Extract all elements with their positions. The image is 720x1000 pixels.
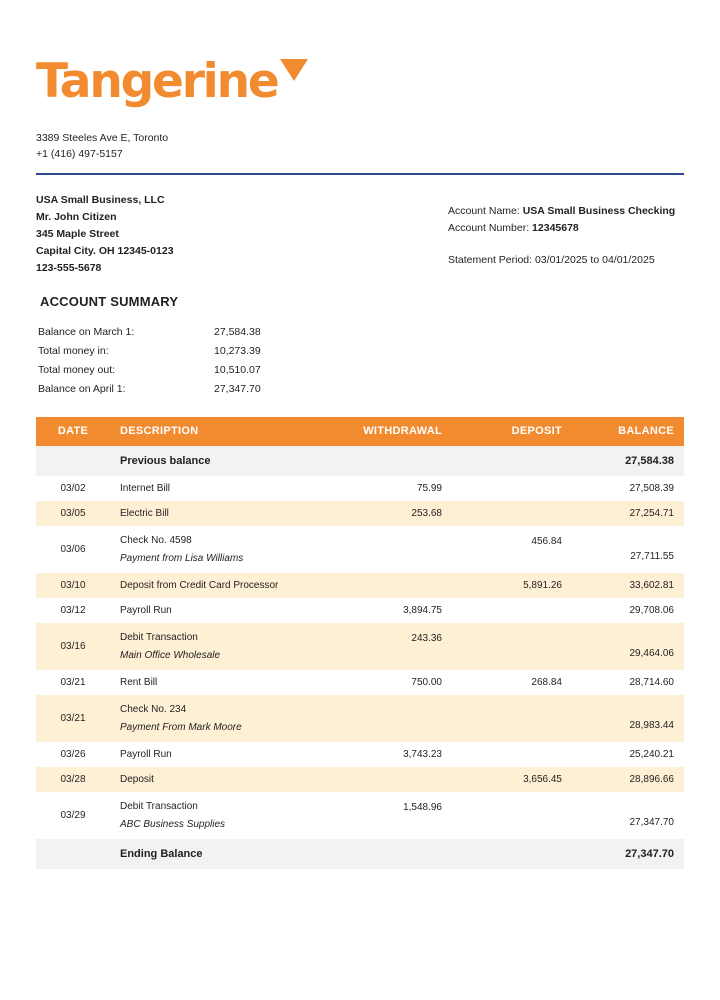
cell-date — [36, 446, 110, 476]
brand-name-text: Tangerine — [36, 54, 278, 109]
transaction-description: Payroll Run — [120, 605, 172, 616]
account-name-row — [448, 203, 675, 220]
cell-withdrawal: 1,548.96 — [314, 792, 452, 839]
cell-description — [110, 526, 314, 573]
cell-withdrawal: 3,894.75 — [314, 598, 452, 623]
summary-label: Total money in: — [38, 345, 109, 357]
account-name-label: Account Name: — [448, 205, 520, 217]
cell-withdrawal: 253.68 — [314, 501, 452, 526]
cell-balance: 27,508.39 — [572, 476, 684, 501]
transaction-description: Deposit from Credit Card Processor — [120, 580, 279, 591]
cell-deposit — [452, 839, 572, 869]
cell-date: 03/29 — [36, 792, 110, 839]
cell-description — [110, 742, 314, 767]
transaction-row — [36, 573, 684, 598]
summary-value: 27,584.38 — [214, 326, 261, 338]
summary-row — [38, 345, 261, 364]
cell-description — [110, 670, 314, 695]
previous-balance-row — [36, 446, 684, 476]
cell-description: Ending Balance — [110, 839, 314, 869]
summary-label: Total money out: — [38, 364, 116, 376]
cell-date: 03/06 — [36, 526, 110, 573]
transactions-table — [36, 417, 684, 869]
cell-deposit: 3,656.45 — [452, 767, 572, 792]
cell-date: 03/28 — [36, 767, 110, 792]
triangle-icon — [280, 59, 308, 81]
cell-balance: 28,983.44 — [572, 695, 684, 742]
cell-withdrawal — [314, 526, 452, 573]
transaction-memo: Payment From Mark Moore — [120, 722, 242, 733]
column-header-deposit: DEPOSIT — [452, 417, 572, 446]
summary-row — [38, 364, 261, 383]
cell-description — [110, 501, 314, 526]
cell-deposit — [452, 598, 572, 623]
cell-balance: 28,714.60 — [572, 670, 684, 695]
transaction-description: Rent Bill — [120, 677, 158, 688]
cell-withdrawal — [314, 573, 452, 598]
cell-date: 03/02 — [36, 476, 110, 501]
cell-deposit — [452, 476, 572, 501]
cell-balance: 33,602.81 — [572, 573, 684, 598]
cell-date — [36, 839, 110, 869]
cell-balance: 28,896.66 — [572, 767, 684, 792]
cell-deposit: 456.84 — [452, 526, 572, 573]
cell-description — [110, 623, 314, 670]
cell-withdrawal — [314, 839, 452, 869]
cell-deposit: 5,891.26 — [452, 573, 572, 598]
transaction-description: Check No. 234 — [120, 704, 187, 715]
transactions-body — [36, 446, 684, 869]
customer-line-3: 345 Maple Street — [36, 228, 119, 240]
account-number-label: Account Number: — [448, 222, 530, 234]
transaction-row — [36, 670, 684, 695]
account-number-row — [448, 220, 675, 237]
cell-description — [110, 792, 314, 839]
cell-withdrawal — [314, 446, 452, 476]
transaction-memo: Main Office Wholesale — [120, 650, 221, 661]
cell-deposit — [452, 446, 572, 476]
cell-balance: 25,240.21 — [572, 742, 684, 767]
account-summary-body — [38, 326, 261, 402]
column-header-withdrawal: WITHDRAWAL — [314, 417, 452, 446]
transaction-row — [36, 792, 684, 839]
cell-description — [110, 598, 314, 623]
column-header-date: DATE — [36, 417, 110, 446]
transaction-description: Payroll Run — [120, 749, 172, 760]
customer-line-1: USA Small Business, LLC — [36, 194, 165, 206]
summary-value: 10,510.07 — [214, 364, 261, 376]
transaction-row — [36, 598, 684, 623]
brand-logo — [36, 54, 278, 109]
account-summary-table — [38, 326, 261, 402]
cell-withdrawal: 3,743.23 — [314, 742, 452, 767]
cell-balance: 27,584.38 — [572, 446, 684, 476]
transaction-row — [36, 767, 684, 792]
transactions-header — [36, 417, 684, 446]
summary-row — [38, 326, 261, 345]
account-number-value: 12345678 — [532, 222, 579, 234]
transaction-row — [36, 742, 684, 767]
cell-description: Previous balance — [110, 446, 314, 476]
customer-line-2: Mr. John Citizen — [36, 211, 117, 223]
company-contact — [36, 130, 168, 163]
cell-date: 03/10 — [36, 573, 110, 598]
transaction-row — [36, 623, 684, 670]
cell-date: 03/21 — [36, 670, 110, 695]
cell-balance: 29,464.06 — [572, 623, 684, 670]
cell-balance: 27,711.55 — [572, 526, 684, 573]
column-header-balance: BALANCE — [572, 417, 684, 446]
cell-withdrawal — [314, 695, 452, 742]
account-name-value: USA Small Business Checking — [522, 205, 676, 217]
ending-balance-row — [36, 839, 684, 869]
transaction-row — [36, 695, 684, 742]
cell-withdrawal — [314, 767, 452, 792]
summary-value: 27,347.70 — [214, 383, 261, 395]
customer-address-block — [36, 192, 174, 277]
cell-balance: 27,254.71 — [572, 501, 684, 526]
summary-label: Balance on April 1: — [38, 383, 126, 395]
transaction-row — [36, 526, 684, 573]
transaction-memo: ABC Business Supplies — [120, 819, 226, 830]
cell-date: 03/26 — [36, 742, 110, 767]
cell-deposit — [452, 623, 572, 670]
transaction-description: Check No. 4598 — [120, 535, 192, 546]
summary-value: 10,273.39 — [214, 345, 261, 357]
account-meta-block — [448, 203, 675, 269]
cell-withdrawal: 243.36 — [314, 623, 452, 670]
cell-withdrawal: 750.00 — [314, 670, 452, 695]
statement-period-value: 03/01/2025 to 04/01/2025 — [534, 254, 655, 266]
transaction-description: Electric Bill — [120, 508, 169, 519]
account-summary-title: ACCOUNT SUMMARY — [40, 294, 179, 309]
cell-date: 03/12 — [36, 598, 110, 623]
company-phone: +1 (416) 497-5157 — [36, 148, 123, 161]
cell-date: 03/21 — [36, 695, 110, 742]
cell-description — [110, 767, 314, 792]
cell-deposit — [452, 742, 572, 767]
brand-wordmark — [36, 54, 278, 109]
cell-description — [110, 476, 314, 501]
transaction-row — [36, 501, 684, 526]
header-divider — [36, 173, 684, 175]
cell-date: 03/16 — [36, 623, 110, 670]
column-header-description: DESCRIPTION — [110, 417, 314, 446]
customer-line-4: Capital City. OH 12345-0123 — [36, 245, 174, 257]
cell-balance: 29,708.06 — [572, 598, 684, 623]
statement-period-label: Statement Period: — [448, 254, 533, 266]
cell-description — [110, 573, 314, 598]
transaction-memo: Payment from Lisa Williams — [120, 553, 244, 564]
cell-deposit: 268.84 — [452, 670, 572, 695]
statement-period-row — [448, 252, 675, 269]
cell-balance: 27,347.70 — [572, 839, 684, 869]
transactions-header-row — [36, 417, 684, 446]
transaction-description: Internet Bill — [120, 483, 171, 494]
transaction-description: Debit Transaction — [120, 632, 198, 643]
customer-line-5: 123-555-5678 — [36, 262, 102, 274]
cell-description — [110, 695, 314, 742]
transaction-row — [36, 476, 684, 501]
cell-withdrawal: 75.99 — [314, 476, 452, 501]
transaction-description: Debit Transaction — [120, 801, 198, 812]
cell-deposit — [452, 501, 572, 526]
summary-row — [38, 383, 261, 402]
company-address: 3389 Steeles Ave E, Toronto — [36, 132, 169, 144]
cell-balance: 27,347.70 — [572, 792, 684, 839]
cell-deposit — [452, 695, 572, 742]
cell-date: 03/05 — [36, 501, 110, 526]
cell-deposit — [452, 792, 572, 839]
summary-label: Balance on March 1: — [38, 326, 135, 338]
transaction-description: Deposit — [120, 774, 154, 785]
